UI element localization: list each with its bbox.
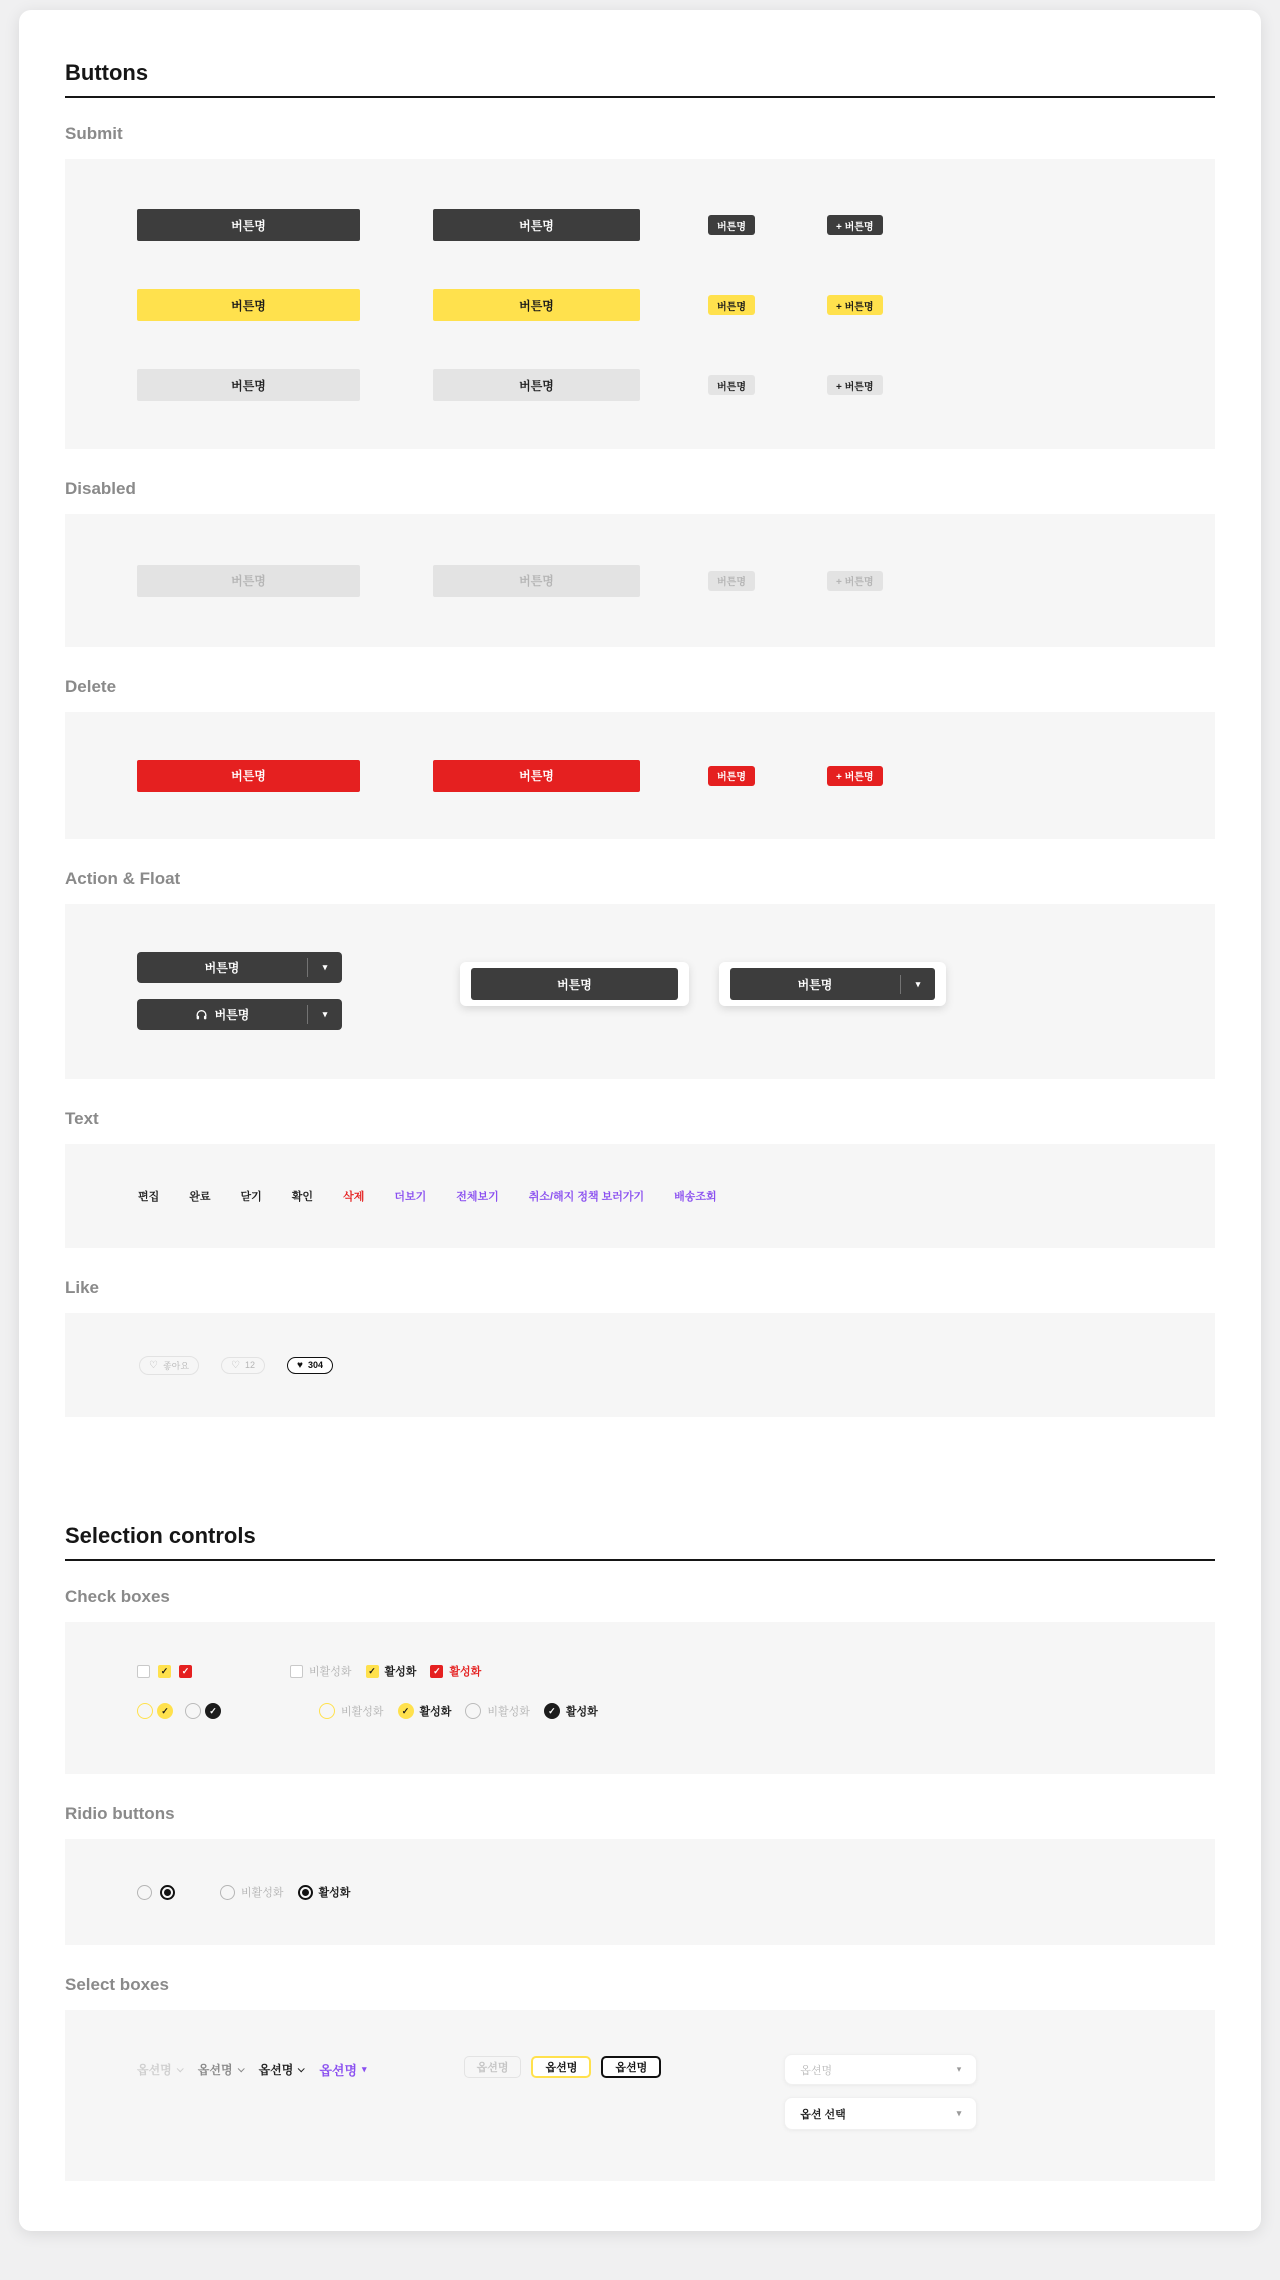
float-split-button-label: 버튼명 [797,977,833,992]
submit-button-large-dark[interactable]: 버튼명 [137,209,360,241]
radio-unchecked-labeled[interactable] [220,1885,235,1900]
checkbox-checked-yellow[interactable]: ✓ [158,1665,171,1678]
submit-button-medium-gray[interactable]: 버튼명 [433,369,640,401]
text-link-done[interactable]: 완료 [189,1191,211,1203]
round-checkbox-row [137,1702,1175,1720]
submit-subheading: Submit [65,124,123,143]
select-box-column [784,2054,977,2130]
float-button-group [460,962,946,1006]
checkbox-unchecked-labeled[interactable] [290,1665,303,1678]
text-link-close[interactable]: 닫기 [240,1191,262,1203]
caret-down-icon: ▾ [956,2108,962,2118]
submit-button-large-gray[interactable]: 버튼명 [137,369,360,401]
checkbox-unchecked[interactable] [137,1665,150,1678]
select-boxes-panel [65,2010,1215,2181]
like-button-active[interactable] [287,1357,333,1374]
submit-button-large-yellow[interactable]: 버튼명 [137,289,360,321]
heart-filled-icon: ♥ [297,1359,303,1371]
round-checkbox-unchecked-yellow-labeled[interactable] [319,1703,335,1719]
submit-button-small-plus-yellow[interactable]: + 버튼명 [827,295,883,315]
float-split-button-wrapper [719,962,946,1006]
option-chip-disabled: 옵션명 [464,2056,522,2078]
action-float-subheading: Action & Float [65,869,181,888]
text-buttons-panel [65,1144,1215,1248]
selection-section-title: Selection controls [65,1523,256,1548]
text-link-edit[interactable]: 편집 [138,1191,160,1203]
select-boxes-subheading: Select boxes [65,1975,169,1994]
section-divider [65,96,1215,98]
disabled-button-medium: 버튼명 [433,565,640,597]
round-checkbox-checked-yellow[interactable]: ✓ [157,1703,173,1719]
option-chip-group [464,2056,662,2078]
text-link-delete[interactable]: 삭제 [343,1191,365,1203]
checkbox-active-red-label: 활성화 [449,1666,482,1678]
submit-button-medium-dark[interactable]: 버튼명 [433,209,640,241]
select-placeholder-text: 옵션명 [800,2064,833,2077]
heart-outline-icon: ♡ [149,1359,158,1371]
text-link-confirm[interactable]: 확인 [291,1191,314,1203]
text-dropdown-label: 옵션명 [197,2063,233,2077]
action-split-button-with-icon[interactable] [137,999,342,1030]
submit-button-medium-yellow[interactable]: 버튼명 [433,289,640,321]
text-dropdown-gray[interactable] [198,2061,243,2078]
round-checkbox-unchecked-gray[interactable] [185,1703,201,1719]
section-divider [65,1559,1215,1561]
text-subheading: Text [65,1109,99,1128]
like-button-text[interactable] [139,1356,199,1375]
headphones-icon [195,1008,208,1021]
radio-unchecked[interactable] [137,1885,152,1900]
check-boxes-panel [65,1622,1215,1774]
delete-button-large[interactable]: 버튼명 [137,760,360,792]
delete-button-medium[interactable]: 버튼명 [433,760,640,792]
submit-panel [65,159,1215,449]
action-split-button-icon-label [137,1006,307,1023]
submit-button-small-dark[interactable]: 버튼명 [708,215,755,235]
action-split-button-label: 버튼명 [204,961,240,975]
yellow-button-row [137,289,1175,321]
chevron-down-icon [237,2065,244,2072]
text-dropdown-purple[interactable] [319,2060,366,2079]
checkbox-checked-yellow-labeled[interactable]: ✓ [366,1665,379,1678]
radio-dot [164,1889,171,1896]
float-button[interactable]: 버튼명 [471,968,678,1000]
like-button-count[interactable] [221,1357,265,1374]
disabled-subheading: Disabled [65,479,136,498]
text-link-view-all[interactable]: 전체보기 [456,1191,499,1203]
caret-down-icon: ▾ [956,2064,962,2074]
checkbox-active-label: 활성화 [384,1666,417,1678]
text-dropdown-dark[interactable] [259,2061,304,2078]
like-active-count-label: 304 [307,1360,324,1370]
radio-checked[interactable] [160,1885,175,1900]
text-link-list [138,1188,717,1204]
caret-down-icon[interactable]: ▾ [322,962,328,972]
action-button-column [137,952,342,1030]
disabled-panel [65,514,1215,647]
chevron-down-icon [298,2065,305,2072]
like-button-label: 좋아요 [162,1360,190,1371]
radio-buttons-panel [65,1839,1215,1945]
action-split-button[interactable] [137,952,342,983]
like-panel [65,1313,1215,1417]
chevron-down-icon [176,2065,183,2072]
float-split-button[interactable] [730,968,935,1000]
delete-button-small-plus[interactable]: + 버튼명 [827,766,883,786]
round-checkbox-checked-yellow-labeled[interactable]: ✓ [398,1703,414,1719]
submit-button-small-plus-gray[interactable]: + 버튼명 [827,375,883,395]
round-checkbox-checked-black-labeled[interactable]: ✓ [544,1703,560,1719]
radio-active-label: 활성화 [318,1887,351,1899]
radio-inactive-label: 비활성화 [241,1887,284,1899]
checkbox-checked-red-labeled[interactable]: ✓ [430,1665,443,1678]
action-split-button-label2: 버튼명 [214,1008,250,1022]
round-checkbox-unchecked-gray-labeled[interactable] [465,1703,481,1719]
action-float-panel [65,904,1215,1079]
checkbox-inactive-label: 비활성화 [309,1666,352,1678]
select-value-text: 옵션 선택 [800,2108,846,2121]
round-checkbox-inactive-gray-label: 비활성화 [487,1706,530,1718]
style-guide-card [19,10,1261,2231]
delete-subheading: Delete [65,677,117,696]
submit-button-small-plus-dark[interactable]: + 버튼명 [827,215,883,235]
radio-checked-labeled[interactable] [298,1885,313,1900]
submit-button-small-yellow[interactable]: 버튼명 [708,295,755,315]
buttons-section-title: Buttons [65,60,149,85]
caret-down-icon[interactable]: ▾ [915,978,921,989]
round-checkbox-inactive-label: 비활성화 [341,1706,384,1718]
text-dropdown-disabled [137,2061,182,2078]
disabled-button-small-plus: + 버튼명 [827,571,883,591]
submit-button-small-gray[interactable]: 버튼명 [708,375,755,395]
text-link-shipping[interactable]: 배송조회 [674,1191,717,1203]
float-button-wrapper [460,962,689,1006]
text-link-more[interactable]: 더보기 [394,1191,427,1203]
disabled-button-large: 버튼명 [137,565,360,597]
round-checkbox-active-black-label: 활성화 [565,1706,598,1718]
radio-dot [302,1889,309,1896]
delete-panel [65,712,1215,839]
option-chip-selected-black[interactable]: 옵션명 [601,2056,661,2078]
option-chip-selected-yellow[interactable]: 옵션명 [531,2056,591,2078]
like-subheading: Like [65,1278,100,1297]
text-dropdown-group [137,2060,367,2079]
checkbox-checked-red[interactable]: ✓ [179,1665,192,1678]
caret-down-icon[interactable]: ▾ [322,1009,328,1019]
round-checkbox-unchecked-yellow[interactable] [137,1703,153,1719]
delete-button-small[interactable]: 버튼명 [708,766,755,786]
select-box-value[interactable] [784,2097,977,2130]
heart-outline-icon: ♡ [231,1359,241,1371]
round-checkbox-checked-black[interactable]: ✓ [205,1703,221,1719]
text-dropdown-label: 옵션명 [258,2063,294,2077]
text-dropdown-label: 옵션명 [319,2063,358,2078]
square-checkbox-row [137,1662,1175,1680]
gray-button-row [137,369,1175,401]
check-boxes-subheading: Check boxes [65,1587,170,1606]
text-dropdown-label: 옵션명 [137,2063,172,2077]
like-count-label: 12 [245,1360,256,1370]
caret-down-icon: ▾ [362,2064,367,2074]
round-checkbox-active-label: 활성화 [419,1706,452,1718]
disabled-button-small: 버튼명 [708,571,755,591]
select-box-placeholder[interactable] [784,2054,977,2085]
text-link-cancel-policy[interactable]: 취소/해지 정책 보러가기 [528,1191,645,1203]
radio-buttons-subheading: Ridio buttons [65,1804,175,1823]
dark-button-row [137,209,1175,241]
